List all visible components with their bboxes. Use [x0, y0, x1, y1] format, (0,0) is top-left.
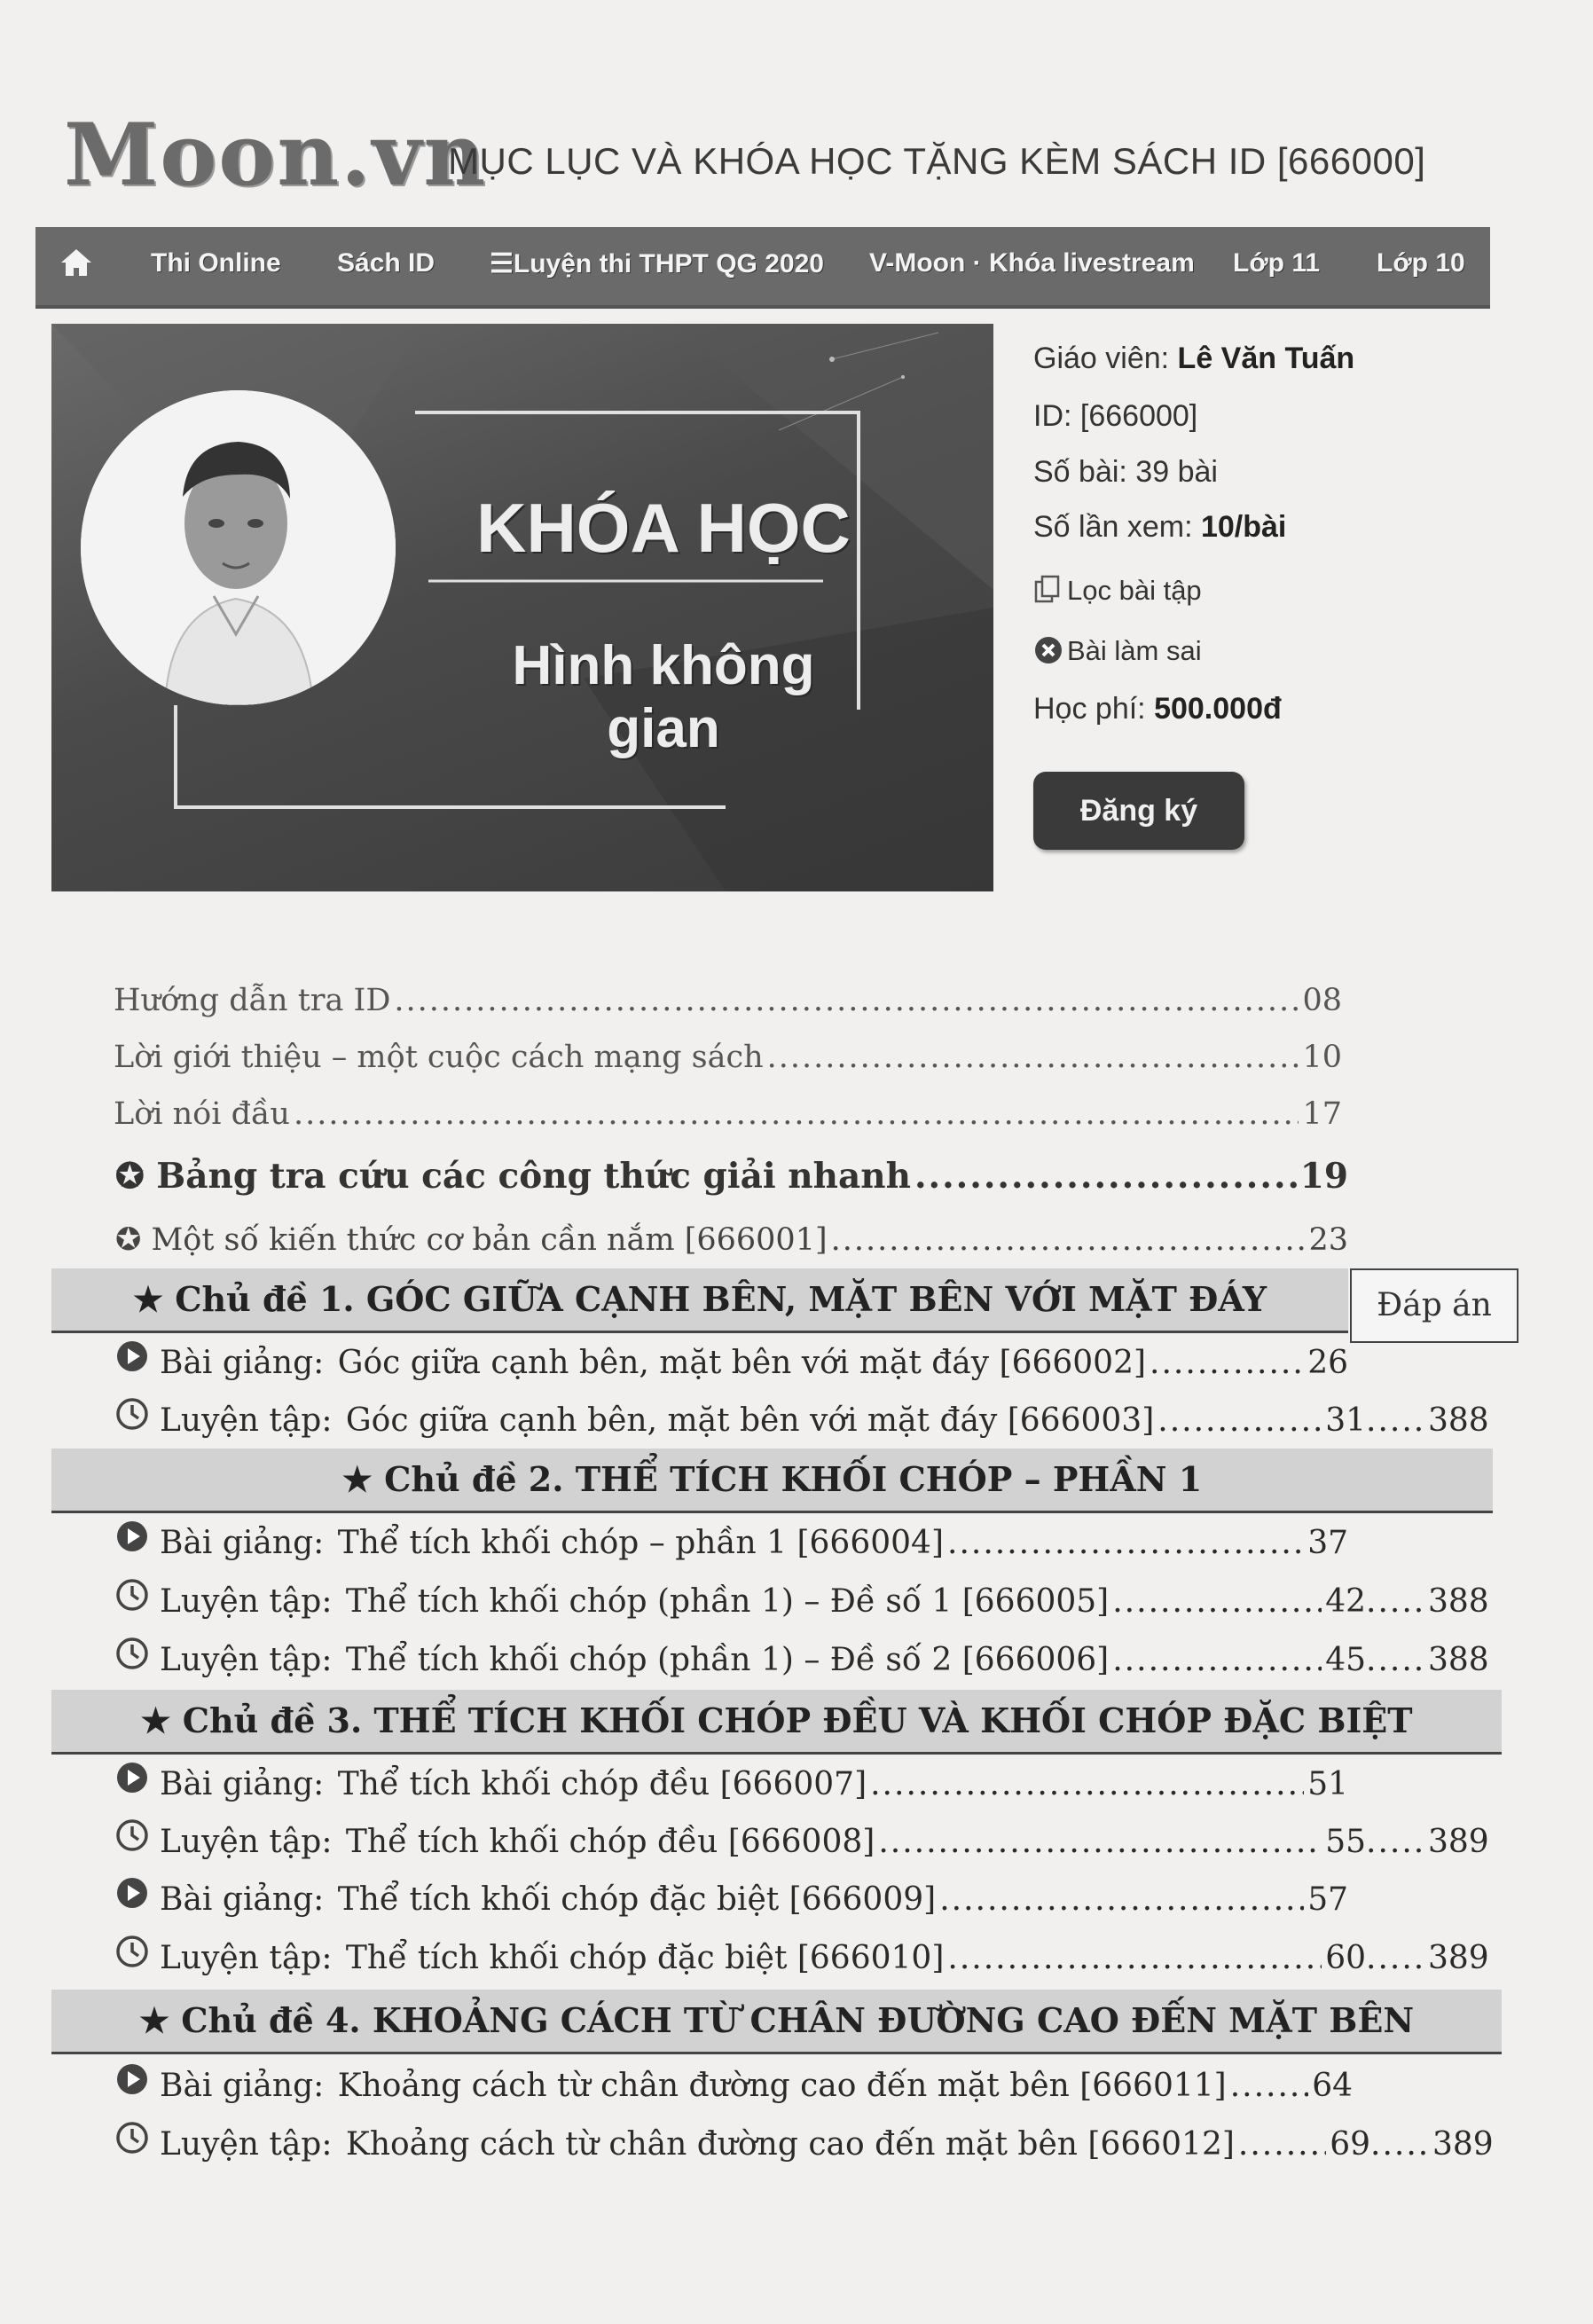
- toc-title: ✪ Bảng tra cứu các công thức giải nhanh: [115, 1156, 911, 1197]
- clock-icon: [115, 2121, 149, 2155]
- views-label: Số lần xem:: [1033, 510, 1193, 544]
- banner-title: KHÓA HỌC: [476, 489, 851, 567]
- nav-vmoon-livestream[interactable]: V-Moon · Khóa livestream: [869, 248, 1195, 278]
- play-icon: [115, 1339, 149, 1373]
- lesson-type: Bài giảng:: [160, 1881, 325, 1918]
- close-circle-icon: [1033, 635, 1063, 665]
- lesson-title: Thể tích khối chóp (phần 1) – Đề số 2 [666006]: [345, 1642, 1110, 1678]
- lesson-page: 60: [1325, 1940, 1366, 1976]
- clock-icon: [115, 1397, 149, 1431]
- page-title: MỤC LỤC VÀ KHÓA HỌC TẶNG KÈM SÁCH ID [666000]: [448, 140, 1426, 182]
- lesson-type: Luyện tập:: [160, 1583, 333, 1620]
- play-icon: [115, 1761, 149, 1794]
- answer-page: 389: [1428, 1824, 1489, 1860]
- toc-page: 23: [1308, 1222, 1348, 1258]
- exercise-row[interactable]: [115, 2121, 1495, 2163]
- course-fee: [1033, 692, 1282, 726]
- toc-front-4: [115, 1222, 1348, 1258]
- clock-icon: [115, 1578, 149, 1612]
- lesson-page: 64: [1312, 2068, 1353, 2104]
- toc-page: 17: [1302, 1096, 1342, 1132]
- lesson-type: Luyện tập:: [160, 1940, 333, 1976]
- exercise-row[interactable]: [115, 1935, 1490, 1976]
- nav-thi-online[interactable]: Thi Online: [151, 248, 281, 278]
- topic-header: ★ Chủ đề 3. THỂ TÍCH KHỐI CHÓP ĐỀU VÀ KHỐI CHÓP ĐẶC BIỆT: [51, 1690, 1502, 1755]
- lesson-page: 45: [1325, 1642, 1366, 1678]
- views-value: 10/bài: [1200, 510, 1287, 544]
- clock-icon: [115, 1637, 149, 1670]
- toc-front-2: [114, 1096, 1342, 1132]
- toc-front-1: [114, 1040, 1342, 1075]
- lesson-type: Luyện tập:: [160, 1642, 333, 1678]
- lesson-title: Thể tích khối chóp đặc biệt [666009]: [337, 1881, 937, 1918]
- banner-subtitle: Hình không gian: [512, 635, 815, 759]
- answer-page: 388: [1428, 1583, 1489, 1620]
- nav-bar: [35, 227, 1490, 309]
- lesson-title: Thể tích khối chóp đều [666007]: [337, 1766, 867, 1802]
- lesson-title: Thể tích khối chóp đặc biệt [666010]: [345, 1940, 945, 1976]
- lesson-row[interactable]: [115, 1761, 1348, 1802]
- play-icon: [115, 1876, 149, 1910]
- lesson-title: Góc giữa cạnh bên, mặt bên với mặt đáy [666003]: [345, 1402, 1155, 1439]
- toc-title: Hướng dẫn tra ID: [114, 983, 391, 1018]
- copy-icon: [1033, 575, 1063, 605]
- topic-header: ★ Chủ đề 2. THỂ TÍCH KHỐI CHÓP – PHẦN 1: [51, 1449, 1493, 1513]
- teacher-info: [1033, 342, 1354, 376]
- play-icon: [115, 2062, 149, 2096]
- exercise-row[interactable]: [115, 1637, 1490, 1678]
- answer-page: 388: [1428, 1402, 1489, 1439]
- nav-luyen-thi[interactable]: ☰Luyện thi THPT QG 2020: [490, 249, 824, 279]
- lesson-page: 57: [1307, 1881, 1348, 1918]
- toc-title: Lời giới thiệu – một cuộc cách mạng sách: [114, 1040, 764, 1075]
- lesson-page: 42: [1325, 1583, 1366, 1620]
- toc-page: 19: [1299, 1156, 1348, 1197]
- lesson-page: 55: [1325, 1824, 1366, 1860]
- lesson-title: Góc giữa cạnh bên, mặt bên với mặt đáy [666002]: [337, 1345, 1147, 1381]
- lesson-title: Khoảng cách từ chân đường cao đến mặt bên [666012]: [345, 2126, 1235, 2163]
- lesson-page: 37: [1307, 1525, 1348, 1561]
- nav-sach-id[interactable]: Sách ID: [337, 248, 436, 278]
- lesson-row[interactable]: [115, 1339, 1348, 1381]
- teacher-photo: [81, 390, 396, 705]
- topic-header: ★ Chủ đề 1. GÓC GIỮA CẠNH BÊN, MẶT BÊN VỚI MẶT ĐÁY: [51, 1268, 1348, 1333]
- exercise-row[interactable]: [115, 1818, 1490, 1860]
- lesson-row[interactable]: [115, 1876, 1348, 1918]
- moon-logo[interactable]: Moon.vn: [64, 105, 488, 205]
- fee-label: Học phí:: [1033, 692, 1146, 726]
- course-id: ID: [666000]: [1033, 399, 1198, 433]
- lesson-count: Số bài: 39 bài: [1033, 455, 1218, 489]
- toc-front-0: [114, 983, 1342, 1018]
- toc-title: Lời nói đầu: [114, 1096, 290, 1132]
- lesson-title: Thể tích khối chóp đều [666008]: [345, 1824, 875, 1860]
- lesson-type: Luyện tập:: [160, 2126, 333, 2163]
- answer-page: 389: [1432, 2126, 1494, 2163]
- answer-page: 389: [1428, 1940, 1489, 1976]
- play-icon: [115, 1519, 149, 1553]
- toc-front-3: [115, 1156, 1348, 1197]
- clock-icon: [115, 1935, 149, 1968]
- lesson-title: Khoảng cách từ chân đường cao đến mặt bên [666011]: [337, 2068, 1227, 2104]
- exercise-row[interactable]: [115, 1578, 1490, 1620]
- register-button[interactable]: Đăng ký: [1033, 772, 1244, 850]
- lesson-page: 51: [1307, 1766, 1348, 1802]
- answer-page: 388: [1428, 1642, 1489, 1678]
- course-banner[interactable]: [51, 324, 993, 891]
- lesson-page: 69: [1330, 2126, 1370, 2163]
- nav-lop-10[interactable]: Lớp 10: [1377, 248, 1465, 278]
- filter-label: Lọc bài tập: [1067, 575, 1202, 606]
- lesson-type: Bài giảng:: [160, 1525, 325, 1561]
- lesson-type: Bài giảng:: [160, 1766, 325, 1802]
- wrong-answers-link[interactable]: [1033, 635, 1202, 667]
- fee-value: 500.000đ: [1154, 692, 1282, 726]
- toc-page: 10: [1302, 1040, 1342, 1075]
- lesson-type: Luyện tập:: [160, 1824, 333, 1860]
- lesson-page: 26: [1307, 1345, 1348, 1381]
- lesson-title: Thể tích khối chóp (phần 1) – Đề số 1 [666005]: [345, 1583, 1110, 1620]
- teacher-label: Giáo viên:: [1033, 342, 1170, 375]
- lesson-row[interactable]: [115, 2062, 1353, 2104]
- lesson-page: 31: [1325, 1402, 1366, 1439]
- exercise-row[interactable]: [115, 1397, 1490, 1439]
- clock-icon: [115, 1818, 149, 1852]
- answer-column-header: Đáp án: [1350, 1268, 1518, 1343]
- lesson-row[interactable]: [115, 1519, 1348, 1561]
- wrong-label: Bài làm sai: [1067, 635, 1202, 666]
- topic-header: ★ Chủ đề 4. KHOẢNG CÁCH TỪ CHÂN ĐƯỜNG CAO ĐẾN MẶT BÊN: [51, 1990, 1502, 2054]
- toc-title: ✪ Một số kiến thức cơ bản cần nắm [666001]: [115, 1222, 828, 1258]
- lesson-type: Bài giảng:: [160, 1345, 325, 1381]
- lesson-type: Bài giảng:: [160, 2068, 325, 2104]
- home-icon[interactable]: [59, 247, 94, 286]
- filter-exercises-link[interactable]: [1033, 575, 1202, 607]
- lesson-title: Thể tích khối chóp – phần 1 [666004]: [337, 1525, 944, 1561]
- view-limit: [1033, 510, 1286, 545]
- teacher-name[interactable]: Lê Văn Tuấn: [1177, 342, 1355, 375]
- nav-lop-11[interactable]: Lớp 11: [1233, 248, 1321, 278]
- toc-page: 08: [1302, 983, 1342, 1018]
- lesson-type: Luyện tập:: [160, 1402, 333, 1439]
